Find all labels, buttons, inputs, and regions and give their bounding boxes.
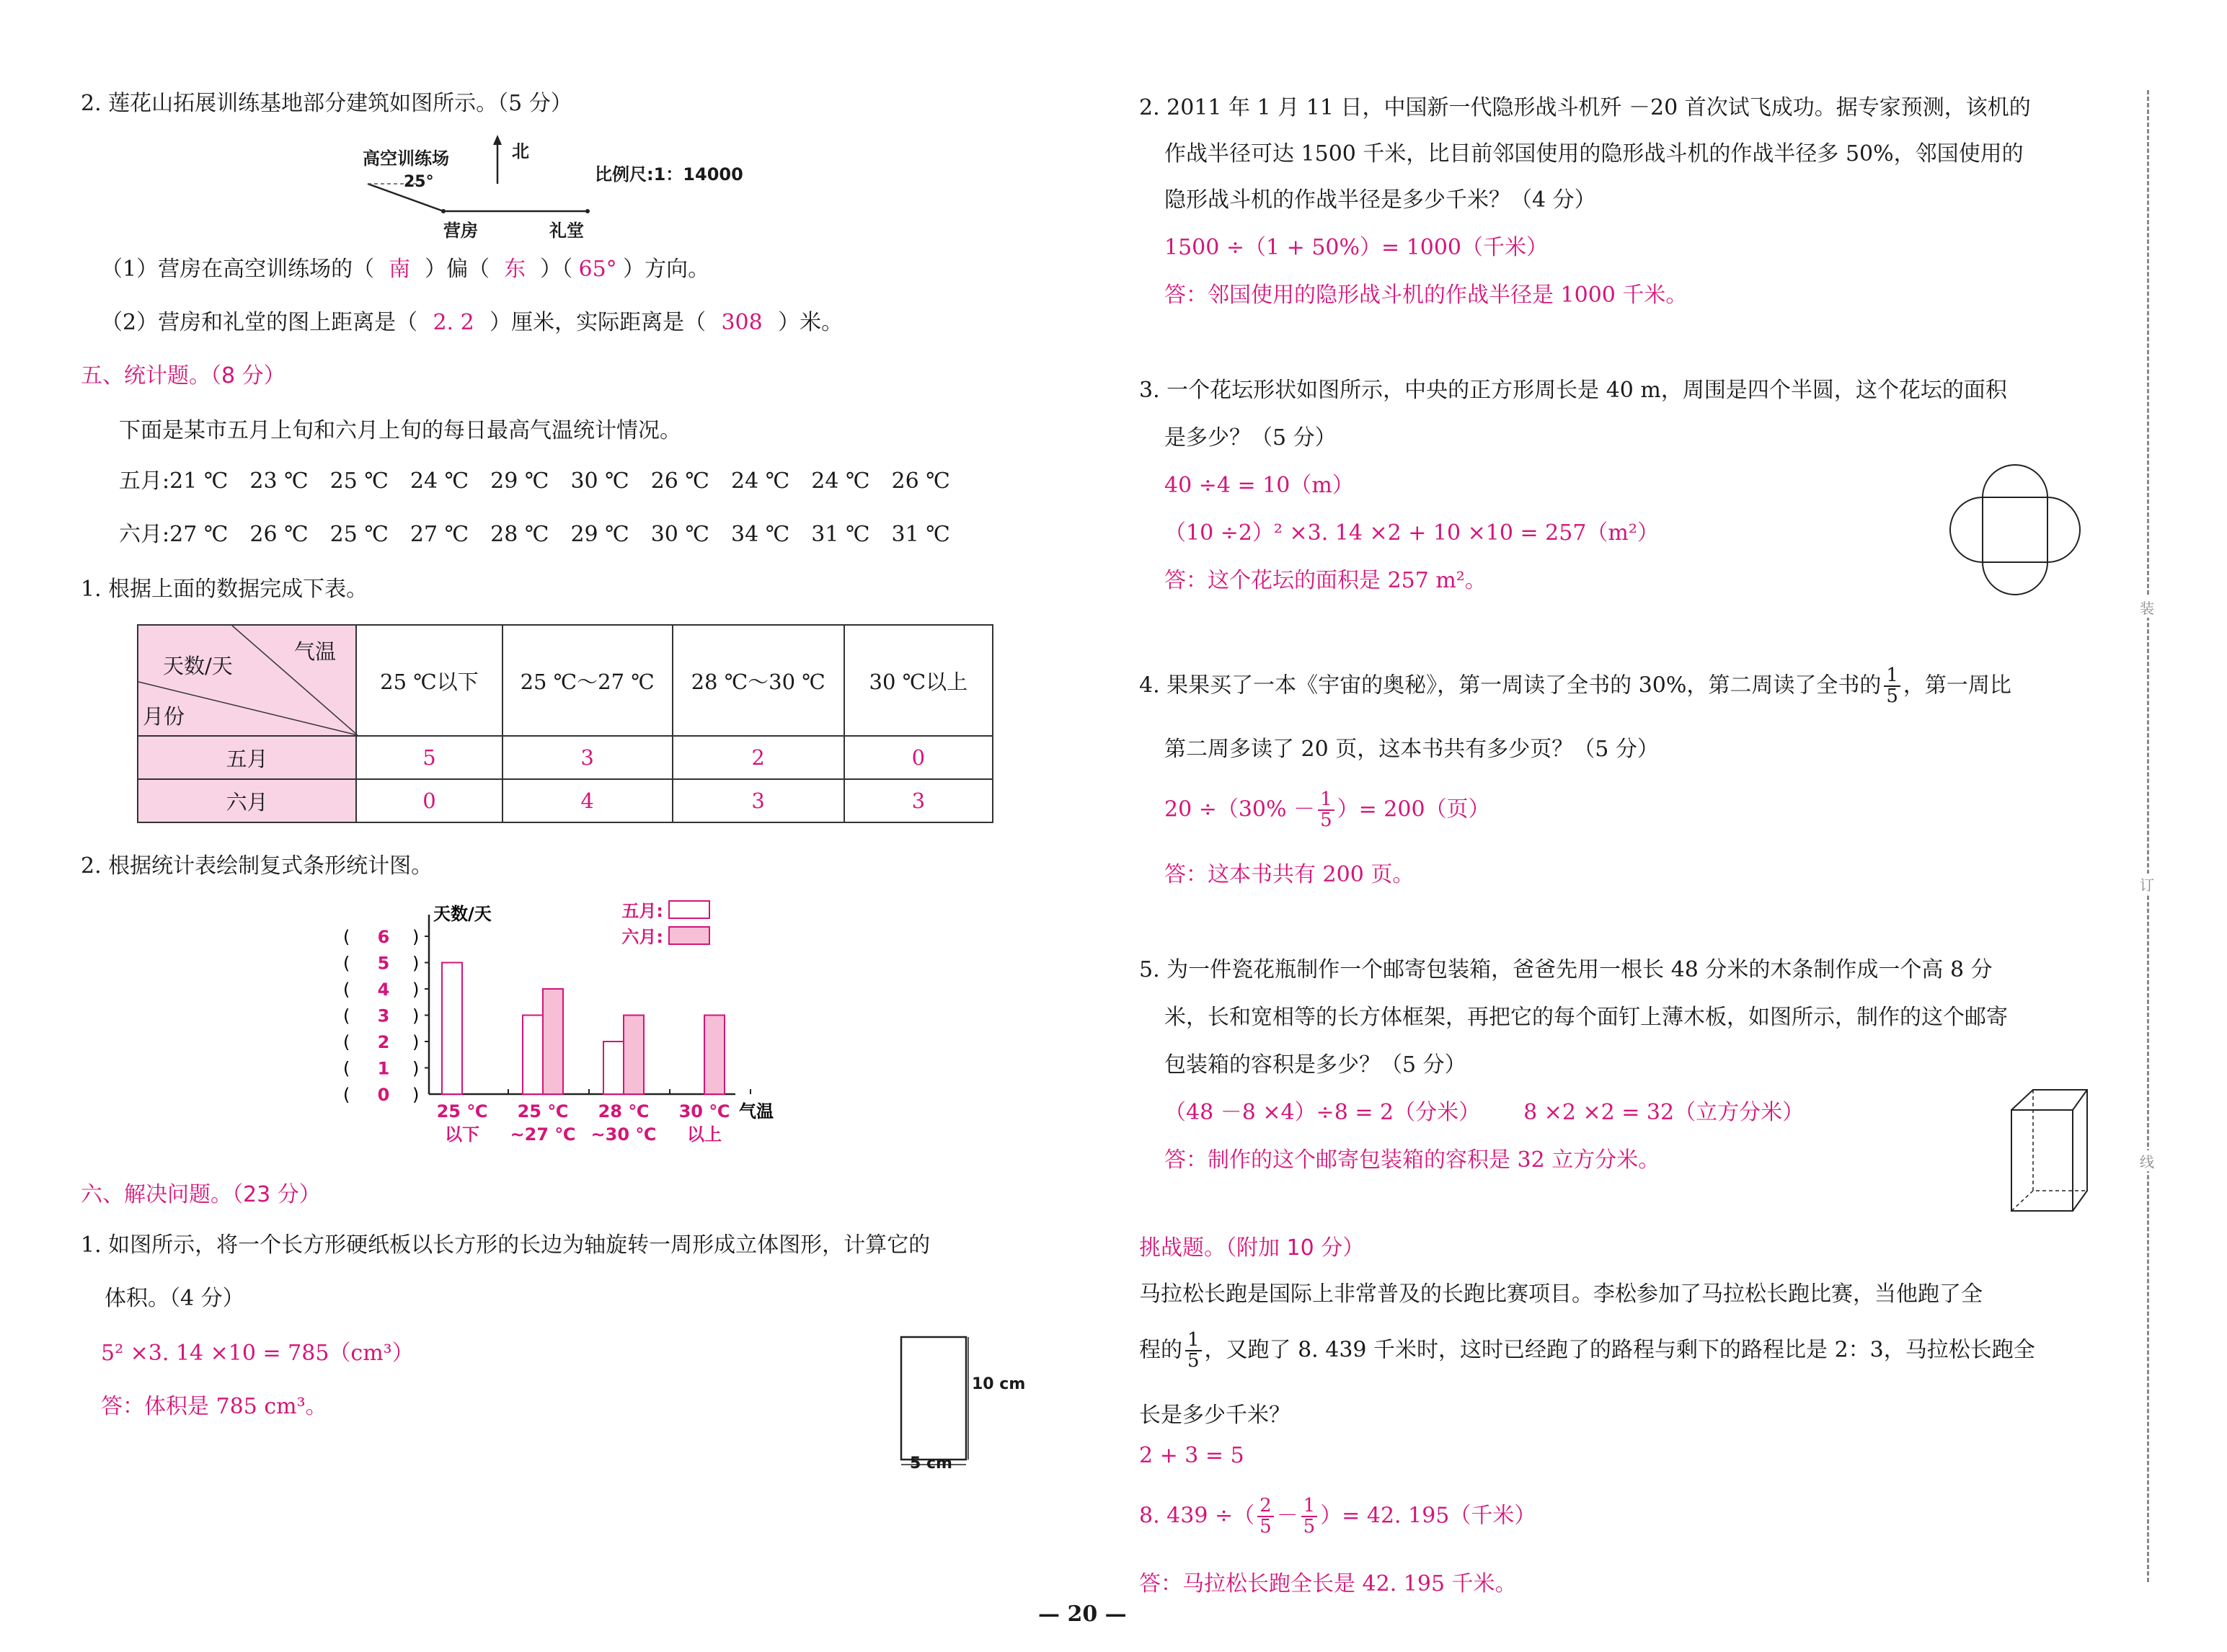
r-q4-answer: 答：这本书共有 200 页。 [1164, 862, 1414, 887]
y-tick-paren: ( [343, 1058, 350, 1079]
x-axis-label: 气温 [739, 1101, 774, 1122]
map-litang: 礼堂 [549, 221, 584, 241]
map-yingfang: 营房 [443, 221, 478, 241]
bar-may [603, 1042, 624, 1094]
sec5-q2: 2. 根据统计表绘制复式条形统计图。 [81, 853, 433, 879]
sec6-title: 六、解决问题。（23 分） [81, 1182, 321, 1207]
may-temps: 五月:21 ℃ 23 ℃ 25 ℃ 24 ℃ 29 ℃ 30 ℃ 26 ℃ 24 ℃ 24 ℃ 26 ℃ [119, 468, 950, 494]
bar-may [442, 963, 462, 1095]
r-q4-line2: 第二周多读了 20 页，这本书共有多少页？（5 分） [1164, 737, 1659, 762]
sec5-q1: 1. 根据上面的数据完成下表。 [81, 577, 368, 602]
q2-line1: （1）营房在高空训练场的（ 南 ）偏（ 东 ）（ 65° ）方向。 [101, 257, 710, 282]
legend-label: 六月: [621, 927, 663, 947]
y-tick-label: 4 [377, 980, 390, 1000]
fraction: $\frac{1}{5}$ [1185, 1331, 1202, 1372]
fraction: $\frac{1}{5}$ [1884, 666, 1900, 707]
x-tick-label: 25 ℃ [436, 1101, 488, 1122]
table-corner [138, 625, 356, 736]
challenge-title: 挑战题。（附加 10 分） [1139, 1235, 1365, 1261]
y-tick-paren: ( [343, 980, 350, 1000]
legend-label: 五月: [621, 901, 663, 921]
box-figure [2004, 1081, 2098, 1218]
challenge-line2: 程的 $\frac{1}{5}$ ，又跑了 8. 439 千米时，这时已经跑了的路程与剩下的路程比是 2：3，马拉松长跑全 [1139, 1329, 2035, 1372]
x-tick-label: ~27 ℃ [510, 1124, 576, 1145]
y-tick-label: 2 [377, 1032, 390, 1052]
bar-chart [332, 894, 793, 1160]
x-tick-label: 以上 [687, 1124, 722, 1145]
legend-swatch [669, 927, 709, 944]
bar-may [523, 1016, 543, 1095]
table-cell: 3 [673, 779, 844, 822]
y-tick-paren: ( [343, 1032, 350, 1052]
table-cell: 5 [356, 736, 502, 779]
q2-line2: （2）营房和礼堂的图上距离是（ 2. 2 ）厘米，实际距离是（ 308 ）米。 [101, 310, 844, 335]
challenge-calc1: 2 + 3 = 5 [1139, 1443, 1244, 1468]
rect-width-label: 5 cm [910, 1455, 952, 1473]
map-angle: 25° [404, 173, 434, 191]
map-gaokong: 高空训练场 [363, 148, 449, 169]
y-tick-paren: ) [412, 1032, 420, 1052]
margin-mark: 线 [2140, 1150, 2154, 1171]
row-label-june: 六月 [138, 779, 356, 822]
r-q2-line2: 作战半径可达 1500 千米，比目前邻国使用的隐形战斗机的作战半径多 50%，邻国使用的 [1164, 141, 2024, 166]
r-q3-line1: 3. 一个花坛形状如图所示，中央的正方形周长是 40 m，周围是四个半圆，这个花坛的面积 [1139, 378, 2007, 403]
sec5-title: 五、统计题。（8 分） [81, 363, 285, 388]
rectangle-figure [894, 1326, 980, 1470]
y-tick-label: 6 [377, 927, 390, 947]
x-tick-label: ~30 ℃ [590, 1124, 657, 1145]
sec6-q1-line1: 1. 如图所示，将一个长方形硬纸板以长方形的长边为轴旋转一周形成立体图形，计算它的 [81, 1233, 931, 1258]
y-tick-label: 0 [377, 1085, 390, 1105]
r-q2-answer: 答：邻国使用的隐形战斗机的作战半径是 1000 千米。 [1164, 283, 1688, 308]
r-q5-line1: 5. 为一件瓷花瓶制作一个邮寄包装箱，爸爸先用一根长 48 分米的木条制作成一个高 8 分 [1139, 957, 1993, 982]
binding-line [2147, 90, 2149, 1582]
row-label-may: 五月 [138, 736, 356, 779]
bar-june [543, 989, 563, 1094]
q2-title: 2. 莲花山拓展训练基地部分建筑如图所示。（5 分） [81, 91, 572, 116]
r-q3-answer: 答：这个花坛的面积是 257 m²。 [1164, 568, 1487, 593]
legend-swatch [669, 901, 709, 918]
r-q4-calc: 20 ÷（30% － $\frac{1}{5}$ ）= 200（页） [1164, 789, 1490, 832]
table-header: 25 ℃以下 [356, 625, 502, 736]
x-tick-label: 25 ℃ [517, 1101, 569, 1122]
bar-june [704, 1016, 725, 1095]
x-tick-label: 以下 [445, 1124, 479, 1145]
y-tick-label: 1 [377, 1058, 390, 1079]
table-header: 28 ℃～30 ℃ [673, 625, 844, 736]
table-cell: 0 [844, 736, 993, 779]
sec5-intro: 下面是某市五月上旬和六月上旬的每日最高气温统计情况。 [119, 418, 681, 443]
r-q5-line2: 米，长和宽相等的长方体框架，再把它的每个面钉上薄木板，如图所示，制作的这个邮寄 [1164, 1005, 2008, 1030]
x-tick-label: 30 ℃ [678, 1101, 730, 1122]
challenge-answer: 答：马拉松长跑全长是 42. 195 千米。 [1139, 1571, 1517, 1597]
x-tick-label: 28 ℃ [598, 1101, 650, 1122]
sec6-q1-calc: 5² ×3. 14 ×10 = 785（cm³） [101, 1341, 414, 1366]
r-q3-calc1: 40 ÷4 = 10（m） [1164, 473, 1354, 498]
y-tick-paren: ) [412, 1085, 420, 1105]
map-scale: 比例尺:1：14000 [595, 164, 743, 185]
y-tick-paren: ( [343, 927, 350, 947]
table-cell: 0 [356, 779, 502, 822]
r-q3-calc2: （10 ÷2）² ×3. 14 ×2 + 10 ×10 = 257（m²） [1164, 520, 1659, 546]
corner-mid: 天数/天 [163, 654, 233, 678]
y-tick-paren: ) [412, 1058, 420, 1079]
fraction: $\frac{1}{5}$ [1301, 1496, 1318, 1537]
map-north: 北 [512, 141, 529, 161]
table-cell: 4 [502, 779, 673, 822]
r-q2-line1: 2. 2011 年 1 月 11 日，中国新一代隐形战斗机歼 －20 首次试飞成功。据专家预测，该机的 [1139, 95, 2031, 120]
y-tick-paren: ( [343, 1085, 350, 1105]
r-q3-line2: 是多少？（5 分） [1164, 425, 1337, 450]
challenge-line1: 马拉松长跑是国际上非常普及的长跑比赛项目。李松参加了马拉松长跑比赛，当他跑了全 [1139, 1282, 1983, 1307]
table-header: 25 ℃～27 ℃ [502, 625, 673, 736]
r-q4-line1: 4. 果果买了一本《宇宙的奥秘》，第一周读了全书的 30%，第二周读了全书的 $\frac{1}{5}$ ，第一周比 [1139, 665, 2011, 708]
y-tick-paren: ) [412, 953, 420, 974]
table-cell: 2 [673, 736, 844, 779]
corner-top: 气温 [294, 639, 337, 664]
y-tick-paren: ) [412, 980, 420, 1000]
y-tick-paren: ) [412, 1005, 420, 1026]
r-q2-line3: 隐形战斗机的作战半径是多少千米？（4 分） [1164, 187, 1596, 213]
june-temps: 六月:27 ℃ 26 ℃ 25 ℃ 27 ℃ 28 ℃ 29 ℃ 30 ℃ 34 ℃ 31 ℃ 31 ℃ [119, 522, 950, 547]
y-axis-label: 天数/天 [433, 904, 492, 924]
y-tick-paren: ( [343, 953, 350, 974]
challenge-line3: 长是多少千米？ [1139, 1403, 1290, 1428]
margin-mark: 装 [2140, 597, 2154, 618]
table-cell: 3 [844, 779, 993, 822]
table-cell: 3 [502, 736, 673, 779]
table-header: 30 ℃以上 [844, 625, 993, 736]
r-q5-calc: （48 －8 ×4）÷8 = 2（分米） 8 ×2 ×2 = 32（立方分米） [1164, 1100, 1805, 1125]
y-tick-paren: ( [343, 1005, 350, 1026]
challenge-calc2: 8. 439 ÷（ $\frac{2}{5}$ － $\frac{1}{5}$ ）= 42. 195（千米） [1139, 1495, 1536, 1538]
y-tick-label: 5 [377, 953, 390, 974]
y-tick-paren: ) [412, 927, 420, 947]
fraction: $\frac{1}{5}$ [1318, 790, 1334, 831]
sec6-q1-answer: 答：体积是 785 cm³。 [101, 1394, 327, 1419]
fraction: $\frac{2}{5}$ [1257, 1496, 1274, 1537]
y-tick-label: 3 [377, 1005, 390, 1026]
sec6-q1-line2: 体积。（4 分） [105, 1286, 244, 1311]
r-q5-line3: 包装箱的容积是多少？（5 分） [1164, 1052, 1466, 1078]
bar-june [624, 1016, 644, 1095]
stats-table [137, 624, 993, 823]
margin-mark: 订 [2140, 874, 2154, 894]
rect-height-label: 10 cm [972, 1375, 1026, 1393]
corner-bottom: 月份 [143, 704, 185, 729]
page-number: — 20 — [1038, 1602, 1127, 1627]
r-q5-answer: 答：制作的这个邮寄包装箱的容积是 32 立方分米。 [1164, 1147, 1660, 1173]
flowerbed-figure [1947, 461, 2084, 598]
r-q2-calc: 1500 ÷（1 + 50%）= 1000（千米） [1164, 235, 1549, 260]
